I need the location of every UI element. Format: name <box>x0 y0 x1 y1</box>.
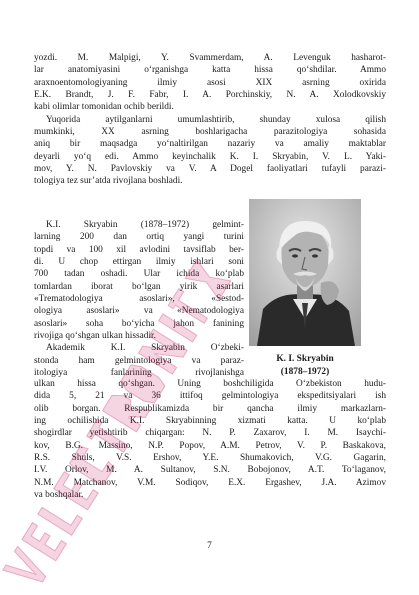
text-line: 700 tadan oshadi. Ular ichida ko‘plab <box>34 269 244 280</box>
caption-years: (1878–1972) <box>280 366 330 377</box>
text-line: N.M. Matchanov, V.M. Sodiqov, E.X. Ergashev, J.A. Azimov <box>34 477 386 488</box>
text-line: dida 5, 21 va 36 ittifoq gelmintologiya ekspeditsiyalari ish <box>34 391 386 402</box>
text-line: araxnoentomologiyaning ilmiy asosi XIX asrning oxirida <box>34 77 386 88</box>
text-line: Akademik K.I. Skryabin O‘zbeki- <box>46 343 244 354</box>
text-line: larning 200 dan ortiq yangi turini <box>34 232 244 243</box>
text-line: kov, B.G. Massino, N.P. Popov, A.M. Petrov, V. P. Baskakova, <box>34 440 386 451</box>
text-line: olib borgan. Respublikamizda bir qancha ilmiy markazlarn- <box>34 403 386 414</box>
text-line: lar anatomiyasini o‘rganishga katta hissa qo‘shdilar. Ammo <box>34 65 386 76</box>
text-line: E.K. Brandt, J. F. Fabr, I. A. Porchinskiy, N. A. Xolodkovskiy <box>34 90 386 101</box>
paragraph-block-wrapped <box>34 219 244 379</box>
text-line: ulkan hissa qo‘shgan. Uning boshchiligida O‘zbekiston hudu- <box>34 379 386 389</box>
text-line: Yuqorida aytilganlarni umumlashtirib, shunday xulosa qilish <box>46 114 386 125</box>
paragraph-block-top <box>34 52 386 188</box>
text-line: rivojiga qo‘shgan ulkan hissadir. <box>34 331 156 342</box>
text-line: ing ochilishida K.I. Skryabinning xizmati katta. U ko‘plab <box>34 416 386 427</box>
text-line: asoslari» soha bo‘yicha jahon fanining <box>34 318 244 329</box>
text-line: «Trematodologiya asoslari», «Sestod- <box>34 294 244 305</box>
text-line: itologiya fanlarining rivojlanishga <box>34 368 244 379</box>
text-line: tologiya tez sur’atda rivojlana boshladi. <box>34 176 183 187</box>
text-line: mumkinki, XX asrning boshlarigacha parazitologiya sohasida <box>34 127 386 138</box>
text-line: aniq bir maqsadga yo‘naltirilgan nazariy va amaliy maktablar <box>34 139 386 150</box>
paragraph-block-bottom <box>34 378 386 501</box>
text-line: shogirdlar yetishtirib chiqargan: N. P. Zaxarov, I. M. Isaychi- <box>34 428 386 439</box>
text-line: tomlardan iborat bo‘lgan yirik asarlari <box>34 281 244 292</box>
text-line: di. U chop ettirgan ilmiy ishlari soni <box>34 257 244 268</box>
portrait-photo <box>249 199 361 346</box>
text-line: R.S. Shuls, V.S. Ershov, Y.E. Shumakovich, V.G. Gagarin, <box>34 453 386 464</box>
caption-name: K. I. Skryabin <box>276 354 334 364</box>
text-line: stonda ham gelmintologiya va paraz- <box>34 355 244 366</box>
portrait-photo-icon <box>249 199 361 346</box>
text-line: va boshqalar. <box>34 490 84 501</box>
text-line: topdi va 100 xil avlodini tavsiflab ber- <box>34 244 244 255</box>
page-number: 7 <box>207 541 212 551</box>
text-line: ologiya asoslari» va «Nematodologiya <box>34 306 244 317</box>
text-line: K.I. Skryabin (1878–1972) gelmint- <box>46 220 244 230</box>
text-line: I.V. Orlov, M. A. Sultanov, S.N. Bobojonov, A.T. To‘laganov, <box>34 465 386 476</box>
text-line: yozdi. M. Malpigi, Y. Svammerdam, A. Levenguk hasharot- <box>34 53 386 63</box>
text-line: kabi olimlar tomonidan ochib berildi. <box>34 102 174 113</box>
text-line: deyarli yo‘q edi. Ammo keyinchalik K. I. Skryabin, V. L. Yaki- <box>34 151 386 162</box>
figure-caption <box>249 353 361 378</box>
text-line: mov, Y. N. Pavlovskiy va V. A Dogel faoliyatlari tufayli parazi- <box>34 164 386 175</box>
